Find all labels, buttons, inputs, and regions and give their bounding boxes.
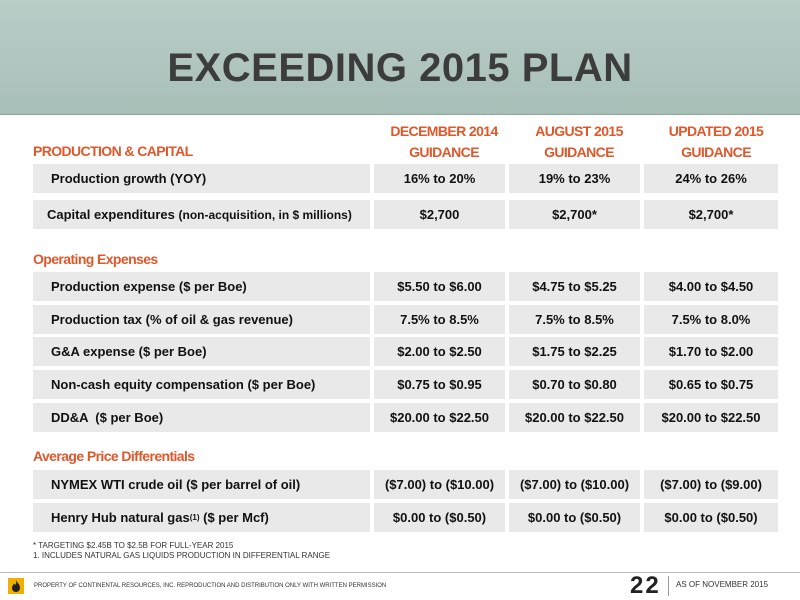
- as-of-date: AS OF NOVEMBER 2015: [676, 580, 769, 589]
- footer-divider: [0, 572, 800, 573]
- flame-icon: [11, 580, 21, 592]
- row-label: DD&A ($ per Boe): [33, 403, 370, 432]
- section-heading-price-differentials: Average Price Differentials: [33, 448, 195, 464]
- column-header-aug-2015: AUGUST 2015 GUIDANCE: [535, 123, 623, 160]
- value-dec-2014: $2.00 to $2.50: [374, 337, 505, 366]
- value-dec-2014: ($7.00) to ($10.00): [374, 470, 505, 499]
- row-label: Production growth (YOY): [33, 164, 370, 193]
- page-number: 22: [630, 572, 661, 599]
- value-aug-2015: ($7.00) to ($10.00): [509, 470, 640, 499]
- value-aug-2015: $0.70 to $0.80: [509, 370, 640, 399]
- section-heading-production: PRODUCTION & CAPITAL: [33, 143, 193, 159]
- value-updated-2015: $0.65 to $0.75: [644, 370, 778, 399]
- row-label: G&A expense ($ per Boe): [33, 337, 370, 366]
- value-aug-2015: $0.00 to ($0.50): [509, 503, 640, 532]
- value-updated-2015: 24% to 26%: [644, 164, 778, 193]
- value-dec-2014: $0.00 to ($0.50): [374, 503, 505, 532]
- value-updated-2015: ($7.00) to ($9.00): [644, 470, 778, 499]
- row-label: Production tax (% of oil & gas revenue): [33, 305, 370, 334]
- column-header-dec-2014: DECEMBER 2014 GUIDANCE: [390, 123, 498, 160]
- value-updated-2015: $0.00 to ($0.50): [644, 503, 778, 532]
- column-header-updated-2015: UPDATED 2015 GUIDANCE: [668, 123, 764, 160]
- value-dec-2014: $2,700: [374, 200, 505, 229]
- value-updated-2015: 7.5% to 8.0%: [644, 305, 778, 334]
- section-heading-opex: Operating Expenses: [33, 251, 158, 267]
- value-aug-2015: $20.00 to $22.50: [509, 403, 640, 432]
- footnote-targeting: * TARGETING $2.45B TO $2.5B FOR FULL-YEAR 2015: [33, 541, 234, 550]
- row-label: Capital expenditures (non-acquisition, in $ millions): [33, 200, 370, 229]
- value-aug-2015: $2,700*: [509, 200, 640, 229]
- row-label: Henry Hub natural gas (1) ($ per Mcf): [33, 503, 370, 532]
- value-updated-2015: $4.00 to $4.50: [644, 272, 778, 301]
- value-aug-2015: $4.75 to $5.25: [509, 272, 640, 301]
- footer-separator: [668, 576, 669, 596]
- flame-logo-icon: [8, 578, 24, 594]
- row-label: NYMEX WTI crude oil ($ per barrel of oil): [33, 470, 370, 499]
- value-updated-2015: $2,700*: [644, 200, 778, 229]
- value-dec-2014: $20.00 to $22.50: [374, 403, 505, 432]
- value-updated-2015: $20.00 to $22.50: [644, 403, 778, 432]
- value-aug-2015: 19% to 23%: [509, 164, 640, 193]
- row-label: Non-cash equity compensation ($ per Boe): [33, 370, 370, 399]
- value-aug-2015: 7.5% to 8.5%: [509, 305, 640, 334]
- value-dec-2014: $0.75 to $0.95: [374, 370, 505, 399]
- value-dec-2014: $5.50 to $6.00: [374, 272, 505, 301]
- value-aug-2015: $1.75 to $2.25: [509, 337, 640, 366]
- value-dec-2014: 7.5% to 8.5%: [374, 305, 505, 334]
- value-dec-2014: 16% to 20%: [374, 164, 505, 193]
- footnote-ngl: 1. INCLUDES NATURAL GAS LIQUIDS PRODUCTION IN DIFFERENTIAL RANGE: [33, 551, 331, 560]
- property-notice: PROPERTY OF CONTINENTAL RESOURCES, INC. REPRODUCTION AND DISTRIBUTION ONLY WITH WRITTEN PERMISSION: [34, 583, 387, 589]
- slide-title: EXCEEDING 2015 PLAN: [167, 46, 633, 90]
- row-label: Production expense ($ per Boe): [33, 272, 370, 301]
- value-updated-2015: $1.70 to $2.00: [644, 337, 778, 366]
